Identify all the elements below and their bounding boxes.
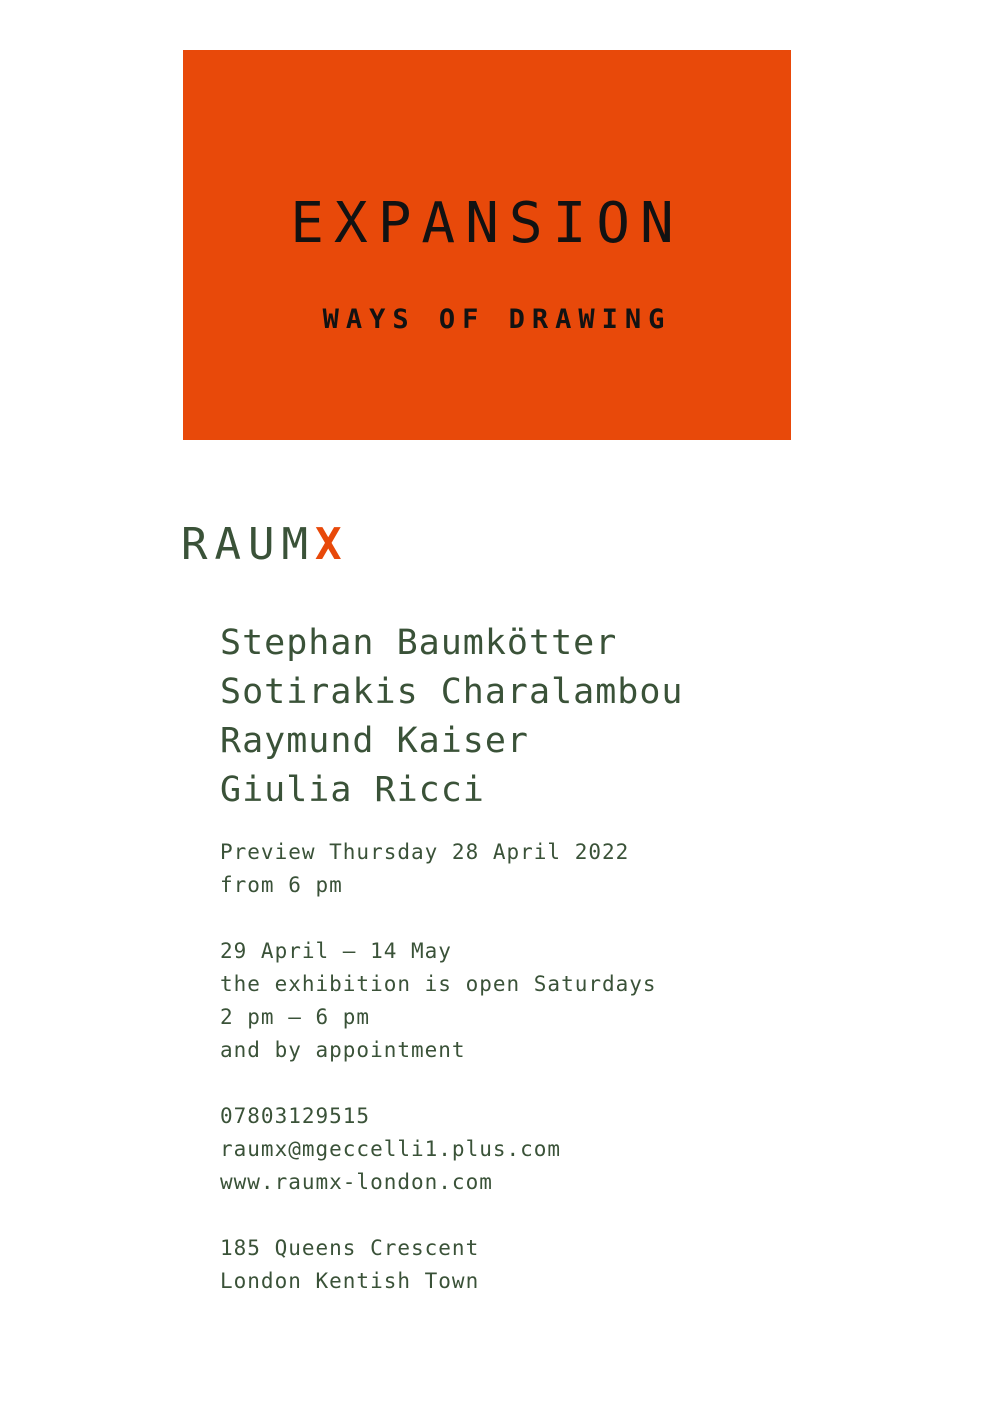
exhibition-date-range: 29 April – 14 May <box>220 939 452 963</box>
phone-number: 07803129515 <box>220 1104 371 1128</box>
website-url: www.raumx-london.com <box>220 1170 493 1194</box>
artist-name: Raymund Kaiser <box>220 721 530 761</box>
logo-text: RAUM <box>181 519 315 570</box>
preview-time: from 6 pm <box>220 873 343 897</box>
preview-info <box>220 836 629 902</box>
address-area: London Kentish Town <box>220 1269 480 1293</box>
exhibition-banner <box>183 50 791 440</box>
email-address: raumx@mgeccelli1.plus.com <box>220 1137 562 1161</box>
artist-name: Sotirakis Charalambou <box>220 672 684 712</box>
artist-name: Giulia Ricci <box>220 770 485 810</box>
artist-list <box>220 619 684 815</box>
street-address: 185 Queens Crescent <box>220 1236 480 1260</box>
logo-accent-x: X <box>314 519 349 570</box>
exhibition-title: EXPANSION <box>290 191 684 256</box>
opening-hours: 2 pm — 6 pm <box>220 1005 371 1029</box>
opening-days: the exhibition is open Saturdays <box>220 972 657 996</box>
opening-info <box>220 935 657 1067</box>
artist-name: Stephan Baumkötter <box>220 623 618 663</box>
exhibition-subtitle: WAYS OF DRAWING <box>322 304 672 335</box>
appointment-note: and by appointment <box>220 1038 466 1062</box>
contact-info <box>220 1100 561 1199</box>
address-info <box>220 1232 479 1298</box>
preview-date: Preview Thursday 28 April 2022 <box>220 840 630 864</box>
gallery-logo <box>181 519 349 570</box>
